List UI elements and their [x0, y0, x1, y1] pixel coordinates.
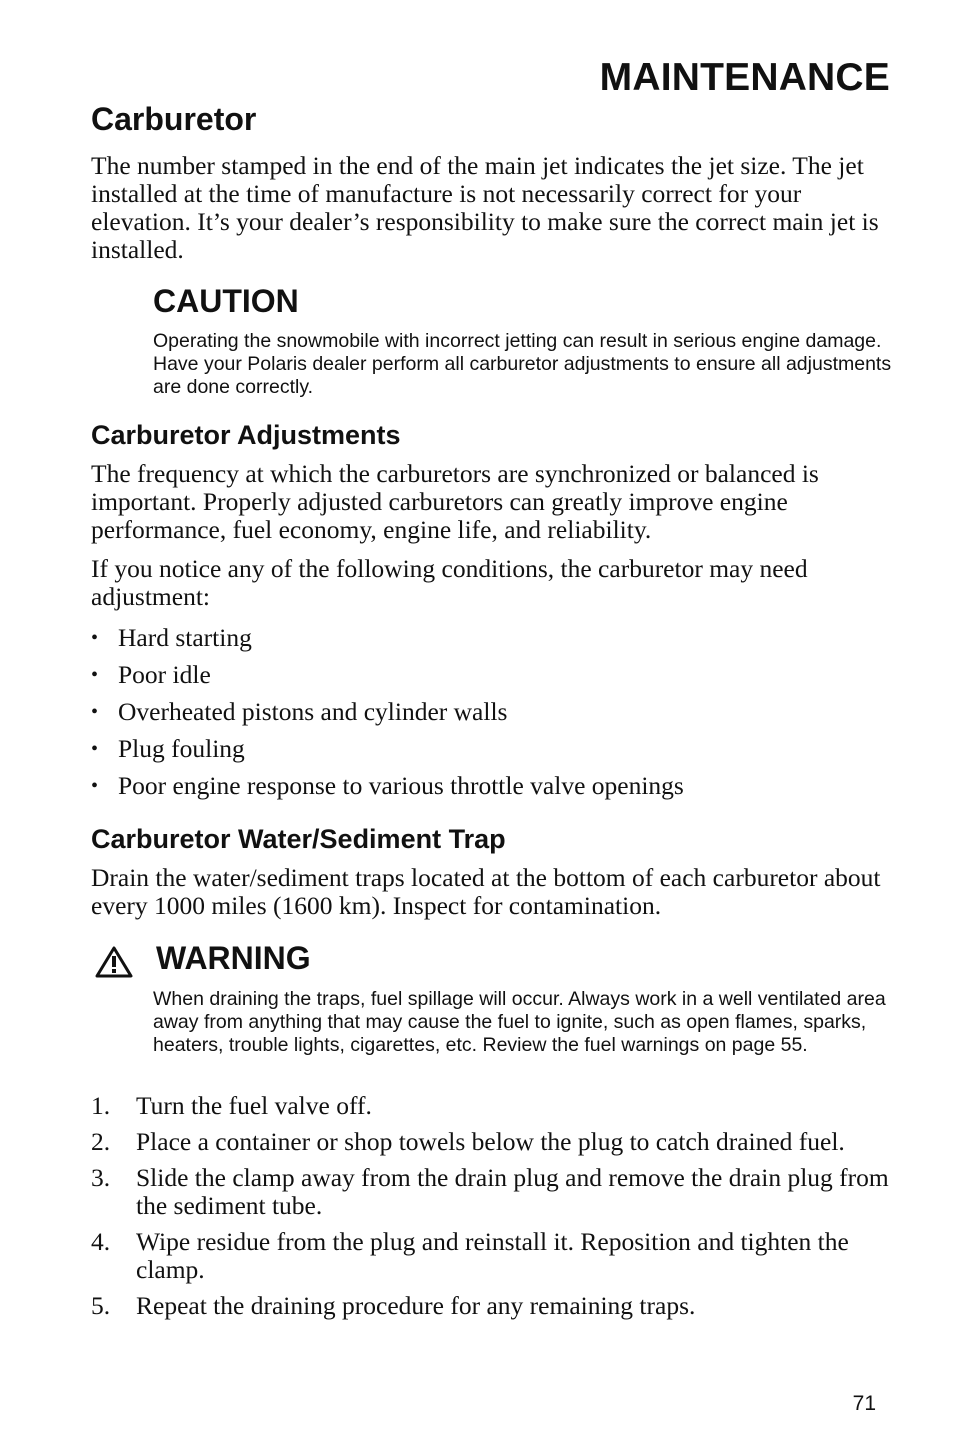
step-number: 1.	[91, 1091, 111, 1120]
section-title-carburetor: Carburetor	[91, 101, 257, 137]
step-text: Place a container or shop towels below the plug to catch drained fuel.	[136, 1127, 845, 1156]
bullet: •	[91, 738, 99, 760]
step-item	[91, 1128, 901, 1156]
step-number: 4.	[91, 1227, 111, 1256]
warning-title: WARNING	[156, 940, 311, 976]
list-item	[91, 624, 891, 661]
step-number: 5.	[91, 1291, 111, 1320]
adjustments-paragraph-2: If you notice any of the following conditions, the carburetor may need adjustment:	[91, 554, 808, 611]
caution-title: CAUTION	[153, 283, 299, 319]
bullet: •	[91, 775, 99, 797]
subsection-title-sediment-trap: Carburetor Water/Sediment Trap	[91, 824, 506, 854]
warning-triangle-icon	[95, 946, 133, 978]
caution-body: Operating the snowmobile with incorrect jetting can result in serious engine damage. Have your Polaris dealer perform all carburetor adjustments to ensure all adjustments are done correctly.	[153, 330, 892, 398]
step-number: 3.	[91, 1163, 111, 1192]
conditions-list	[91, 624, 891, 809]
list-item	[91, 698, 891, 735]
sediment-trap-paragraph: Drain the water/sediment traps located at the bottom of each carburetor about every 1000 miles (1600 km). Inspect for contamination.	[91, 863, 881, 920]
bullet: •	[91, 627, 99, 649]
list-item-text: Hard starting	[118, 623, 252, 652]
list-item	[91, 661, 891, 698]
step-text: Turn the fuel valve off.	[136, 1091, 372, 1120]
subsection-title-adjustments: Carburetor Adjustments	[91, 420, 401, 450]
adjustments-paragraph-1: The frequency at which the carburetors are synchronized or balanced is important. Properly adjusted carburetors can greatly improve engine performance, fuel economy, engine life, and reliability.	[91, 459, 819, 544]
bullet: •	[91, 701, 99, 723]
bullet: •	[91, 664, 99, 686]
list-item-text: Plug fouling	[118, 734, 245, 763]
step-number: 2.	[91, 1127, 111, 1156]
step-item	[91, 1292, 901, 1320]
list-item-text: Poor engine response to various throttle valve openings	[118, 771, 684, 800]
step-text: Repeat the draining procedure for any remaining traps.	[136, 1291, 696, 1320]
section-header: MAINTENANCE	[599, 56, 890, 99]
list-item-text: Overheated pistons and cylinder walls	[118, 697, 508, 726]
step-text: Slide the clamp away from the drain plug and remove the drain plug from the sediment tube.	[136, 1163, 889, 1220]
warning-body: When draining the traps, fuel spillage will occur. Always work in a well ventilated area away from anything that may cause the fuel to ignite, such as open flames, sparks, heaters, trouble lights, cigarettes, etc. Review the fuel warnings on page 55.	[153, 988, 886, 1056]
intro-paragraph: The number stamped in the end of the main jet indicates the jet size. The jet installed at the time of manufacture is not necessarily correct for your elevation. It’s your dealer’s responsibility to make sure the correct main jet is installed.	[91, 151, 879, 264]
list-item	[91, 772, 891, 809]
step-item	[91, 1164, 901, 1220]
step-item	[91, 1092, 901, 1120]
page-number: 71	[852, 1392, 876, 1415]
list-item	[91, 735, 891, 772]
step-text: Wipe residue from the plug and reinstall it. Reposition and tighten the clamp.	[136, 1227, 849, 1284]
list-item-text: Poor idle	[118, 660, 211, 689]
draining-steps-list	[91, 1092, 901, 1328]
step-item	[91, 1228, 901, 1284]
